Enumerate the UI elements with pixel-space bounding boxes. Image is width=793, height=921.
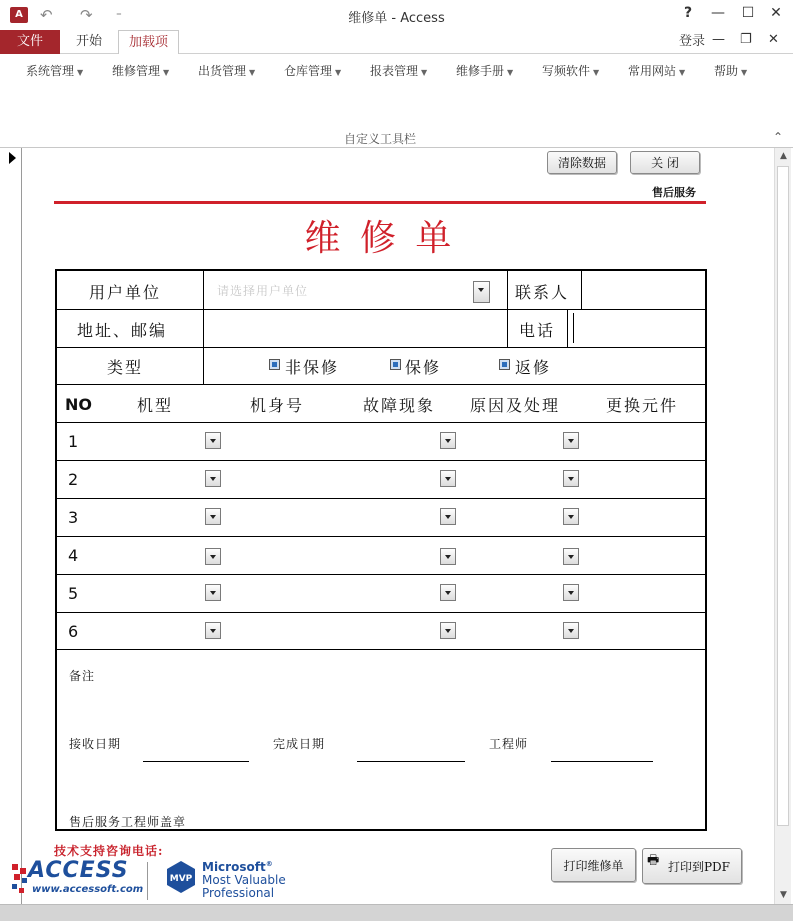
menu-warehouse-label: 仓库管理 xyxy=(284,64,333,78)
menu-manual-label: 维修手册 xyxy=(456,64,505,78)
access-app-icon[interactable]: A xyxy=(10,7,28,23)
model-dropdown-button[interactable] xyxy=(205,432,221,449)
row-number: 1 xyxy=(68,432,79,451)
chevron-down-icon: ▼ xyxy=(335,68,342,77)
restore-icon[interactable]: ❐ xyxy=(740,32,752,47)
mvp-line-1: Most Valuable xyxy=(202,873,286,887)
remarks-input[interactable] xyxy=(107,659,697,719)
access-logo-url: www.accessoft.com xyxy=(32,884,144,895)
engineer-label: 工程师 xyxy=(489,737,529,751)
cause-dropdown-button[interactable] xyxy=(563,622,579,639)
chevron-down-icon: ▼ xyxy=(679,68,686,77)
column-cause: 原因及处理 xyxy=(470,396,561,415)
row-divider xyxy=(57,347,705,348)
chevron-down-icon: ▼ xyxy=(507,68,514,77)
minimize-icon[interactable]: — xyxy=(711,5,725,21)
chevron-down-icon: ▼ xyxy=(593,68,600,77)
row-divider xyxy=(57,498,705,499)
collapse-ribbon-icon[interactable]: ⌃ xyxy=(772,130,783,144)
title-divider xyxy=(54,201,706,204)
row-number: 4 xyxy=(68,546,79,565)
menu-repair-label: 维修管理 xyxy=(112,64,161,78)
col-divider xyxy=(581,271,582,309)
cause-dropdown-button[interactable] xyxy=(563,548,579,565)
contact-input[interactable] xyxy=(587,275,699,305)
menu-shipping[interactable] xyxy=(198,62,255,79)
row-divider xyxy=(57,460,705,461)
stamp-label: 售后服务工程师盖章 xyxy=(69,815,187,829)
ribbon-tabs xyxy=(0,30,793,54)
print-to-pdf-label: 打印到PDF xyxy=(667,859,731,874)
finish-date-label: 完成日期 xyxy=(273,737,326,751)
model-dropdown-button[interactable] xyxy=(205,548,221,565)
row-number: 5 xyxy=(68,584,79,603)
fault-dropdown-button[interactable] xyxy=(440,470,456,487)
record-selector[interactable] xyxy=(0,148,22,904)
form-title: 维 修 单 xyxy=(304,218,456,259)
accessoft-logo[interactable] xyxy=(10,858,144,902)
ribbon xyxy=(0,54,793,148)
model-dropdown-button[interactable] xyxy=(205,622,221,639)
menu-manual[interactable] xyxy=(456,62,513,79)
menu-websites[interactable] xyxy=(628,62,685,79)
model-dropdown-button[interactable] xyxy=(205,470,221,487)
logo-divider xyxy=(147,862,148,900)
title-bar xyxy=(0,0,793,30)
status-bar xyxy=(0,904,793,921)
repair-form-table xyxy=(55,269,707,831)
remarks-label: 备注 xyxy=(69,669,96,683)
help-icon[interactable]: ? xyxy=(683,5,693,21)
column-parts: 更换元件 xyxy=(606,396,679,415)
menu-websites-label: 常用网站 xyxy=(628,64,677,78)
model-dropdown-button[interactable] xyxy=(205,584,221,601)
printer-icon: 🖶 xyxy=(647,853,660,868)
chevron-down-icon: ▼ xyxy=(421,68,428,77)
receive-date-input[interactable] xyxy=(143,761,249,762)
menu-software[interactable] xyxy=(542,62,599,79)
menu-help[interactable] xyxy=(714,62,747,79)
scroll-down-icon[interactable]: ▼ xyxy=(780,890,787,900)
engineer-input[interactable] xyxy=(551,761,653,762)
row-divider xyxy=(57,649,705,650)
chevron-down-icon: ▼ xyxy=(249,68,256,77)
customer-label: 用户单位 xyxy=(89,283,162,302)
support-phone-label: 技术支持咨询电话: xyxy=(54,844,164,858)
close-window-icon[interactable]: ✕ xyxy=(770,5,782,21)
row-divider xyxy=(57,574,705,575)
after-sales-note: 售后服务 xyxy=(652,186,696,199)
address-label: 地址、邮编 xyxy=(77,321,168,340)
chevron-down-icon: ▼ xyxy=(163,68,170,77)
non-warranty-checkbox[interactable] xyxy=(269,359,280,370)
access-logo-text: ACCESS xyxy=(28,858,129,883)
col-divider xyxy=(203,271,204,384)
row-divider xyxy=(57,612,705,613)
mvp-registered-mark: ® xyxy=(265,860,273,868)
login-link[interactable]: 登录 xyxy=(678,34,705,49)
menu-system[interactable] xyxy=(26,62,83,79)
menu-help-label: 帮助 xyxy=(714,64,739,78)
customer-dropdown-button[interactable] xyxy=(473,281,490,303)
row-number: 3 xyxy=(68,508,79,527)
non-warranty-label: 非保修 xyxy=(285,358,340,377)
menu-system-label: 系统管理 xyxy=(26,64,75,78)
customize-toolbar-icon[interactable]: ⁼ xyxy=(116,9,122,22)
chevron-down-icon: ▼ xyxy=(741,68,748,77)
ribbon-group-label: 自定义工具栏 xyxy=(343,132,416,146)
vertical-scrollbar[interactable] xyxy=(774,148,791,904)
receive-date-label: 接收日期 xyxy=(69,737,122,751)
phone-label: 电话 xyxy=(519,321,556,340)
fault-dropdown-button[interactable] xyxy=(440,508,456,525)
cause-dropdown-button[interactable] xyxy=(563,432,579,449)
finish-date-input[interactable] xyxy=(357,761,465,762)
model-dropdown-button[interactable] xyxy=(205,508,221,525)
warranty-label: 保修 xyxy=(405,358,442,377)
scroll-thumb[interactable] xyxy=(777,166,789,826)
customer-combobox[interactable]: 请选择用户单位 xyxy=(217,284,309,298)
col-divider xyxy=(567,309,568,347)
row-divider xyxy=(57,309,705,310)
print-repair-form-button[interactable]: 打印维修单 xyxy=(551,848,636,882)
menu-reports-label: 报表管理 xyxy=(370,64,419,78)
scroll-up-icon[interactable]: ▲ xyxy=(780,151,787,161)
cause-dropdown-button[interactable] xyxy=(563,470,579,487)
menu-warehouse[interactable] xyxy=(284,62,341,79)
ribbon-minimize-icon[interactable]: — xyxy=(712,32,725,47)
tab-file[interactable]: 文件 xyxy=(0,30,60,54)
return-repair-checkbox[interactable] xyxy=(499,359,510,370)
redo-icon[interactable]: ↷ xyxy=(80,6,93,24)
fault-dropdown-button[interactable] xyxy=(440,432,456,449)
close-form-button[interactable]: 关 闭 xyxy=(630,151,700,174)
clear-data-button[interactable]: 清除数据 xyxy=(547,151,617,174)
type-label: 类型 xyxy=(107,358,144,377)
fault-dropdown-button[interactable] xyxy=(440,548,456,565)
menu-shipping-label: 出货管理 xyxy=(198,64,247,78)
menu-reports[interactable] xyxy=(370,62,427,79)
column-serial: 机身号 xyxy=(250,396,305,415)
warranty-checkbox[interactable] xyxy=(390,359,401,370)
mvp-badge-icon xyxy=(166,860,196,894)
mvp-line-2: Professional xyxy=(202,886,275,900)
row-number: 6 xyxy=(68,622,79,641)
col-divider xyxy=(507,271,508,347)
column-fault: 故障现象 xyxy=(363,396,436,415)
access-logo-mark-icon xyxy=(10,862,30,898)
column-model: 机型 xyxy=(137,396,174,415)
return-repair-label: 返修 xyxy=(515,358,552,377)
mvp-company-text: Microsoft xyxy=(202,860,266,874)
menu-repair[interactable] xyxy=(112,62,169,79)
menu-software-label: 写频软件 xyxy=(542,64,591,78)
current-record-icon xyxy=(9,152,16,164)
tab-home[interactable]: 开始 xyxy=(76,34,103,49)
row-divider xyxy=(57,536,705,537)
mvp-microsoft xyxy=(202,860,273,874)
cause-dropdown-button[interactable] xyxy=(563,584,579,601)
address-input[interactable] xyxy=(209,313,501,343)
window-title: 维修单 - Access xyxy=(348,11,445,26)
column-no: NO xyxy=(65,395,92,414)
tab-addins[interactable]: 加载项 xyxy=(118,30,179,55)
cause-dropdown-button[interactable] xyxy=(563,508,579,525)
chevron-down-icon: ▼ xyxy=(77,68,84,77)
row-divider xyxy=(57,384,705,385)
svg-text:MVP: MVP xyxy=(169,874,193,884)
row-divider xyxy=(57,422,705,423)
fault-dropdown-button[interactable] xyxy=(440,584,456,601)
phone-input[interactable] xyxy=(573,313,701,343)
row-number: 2 xyxy=(68,470,79,489)
undo-icon[interactable]: ↶ xyxy=(40,6,53,24)
print-to-pdf-button[interactable] xyxy=(642,848,742,884)
contact-label: 联系人 xyxy=(515,283,570,302)
maximize-icon[interactable]: ☐ xyxy=(741,5,755,21)
fault-dropdown-button[interactable] xyxy=(440,622,456,639)
close-document-icon[interactable]: ✕ xyxy=(768,32,779,47)
